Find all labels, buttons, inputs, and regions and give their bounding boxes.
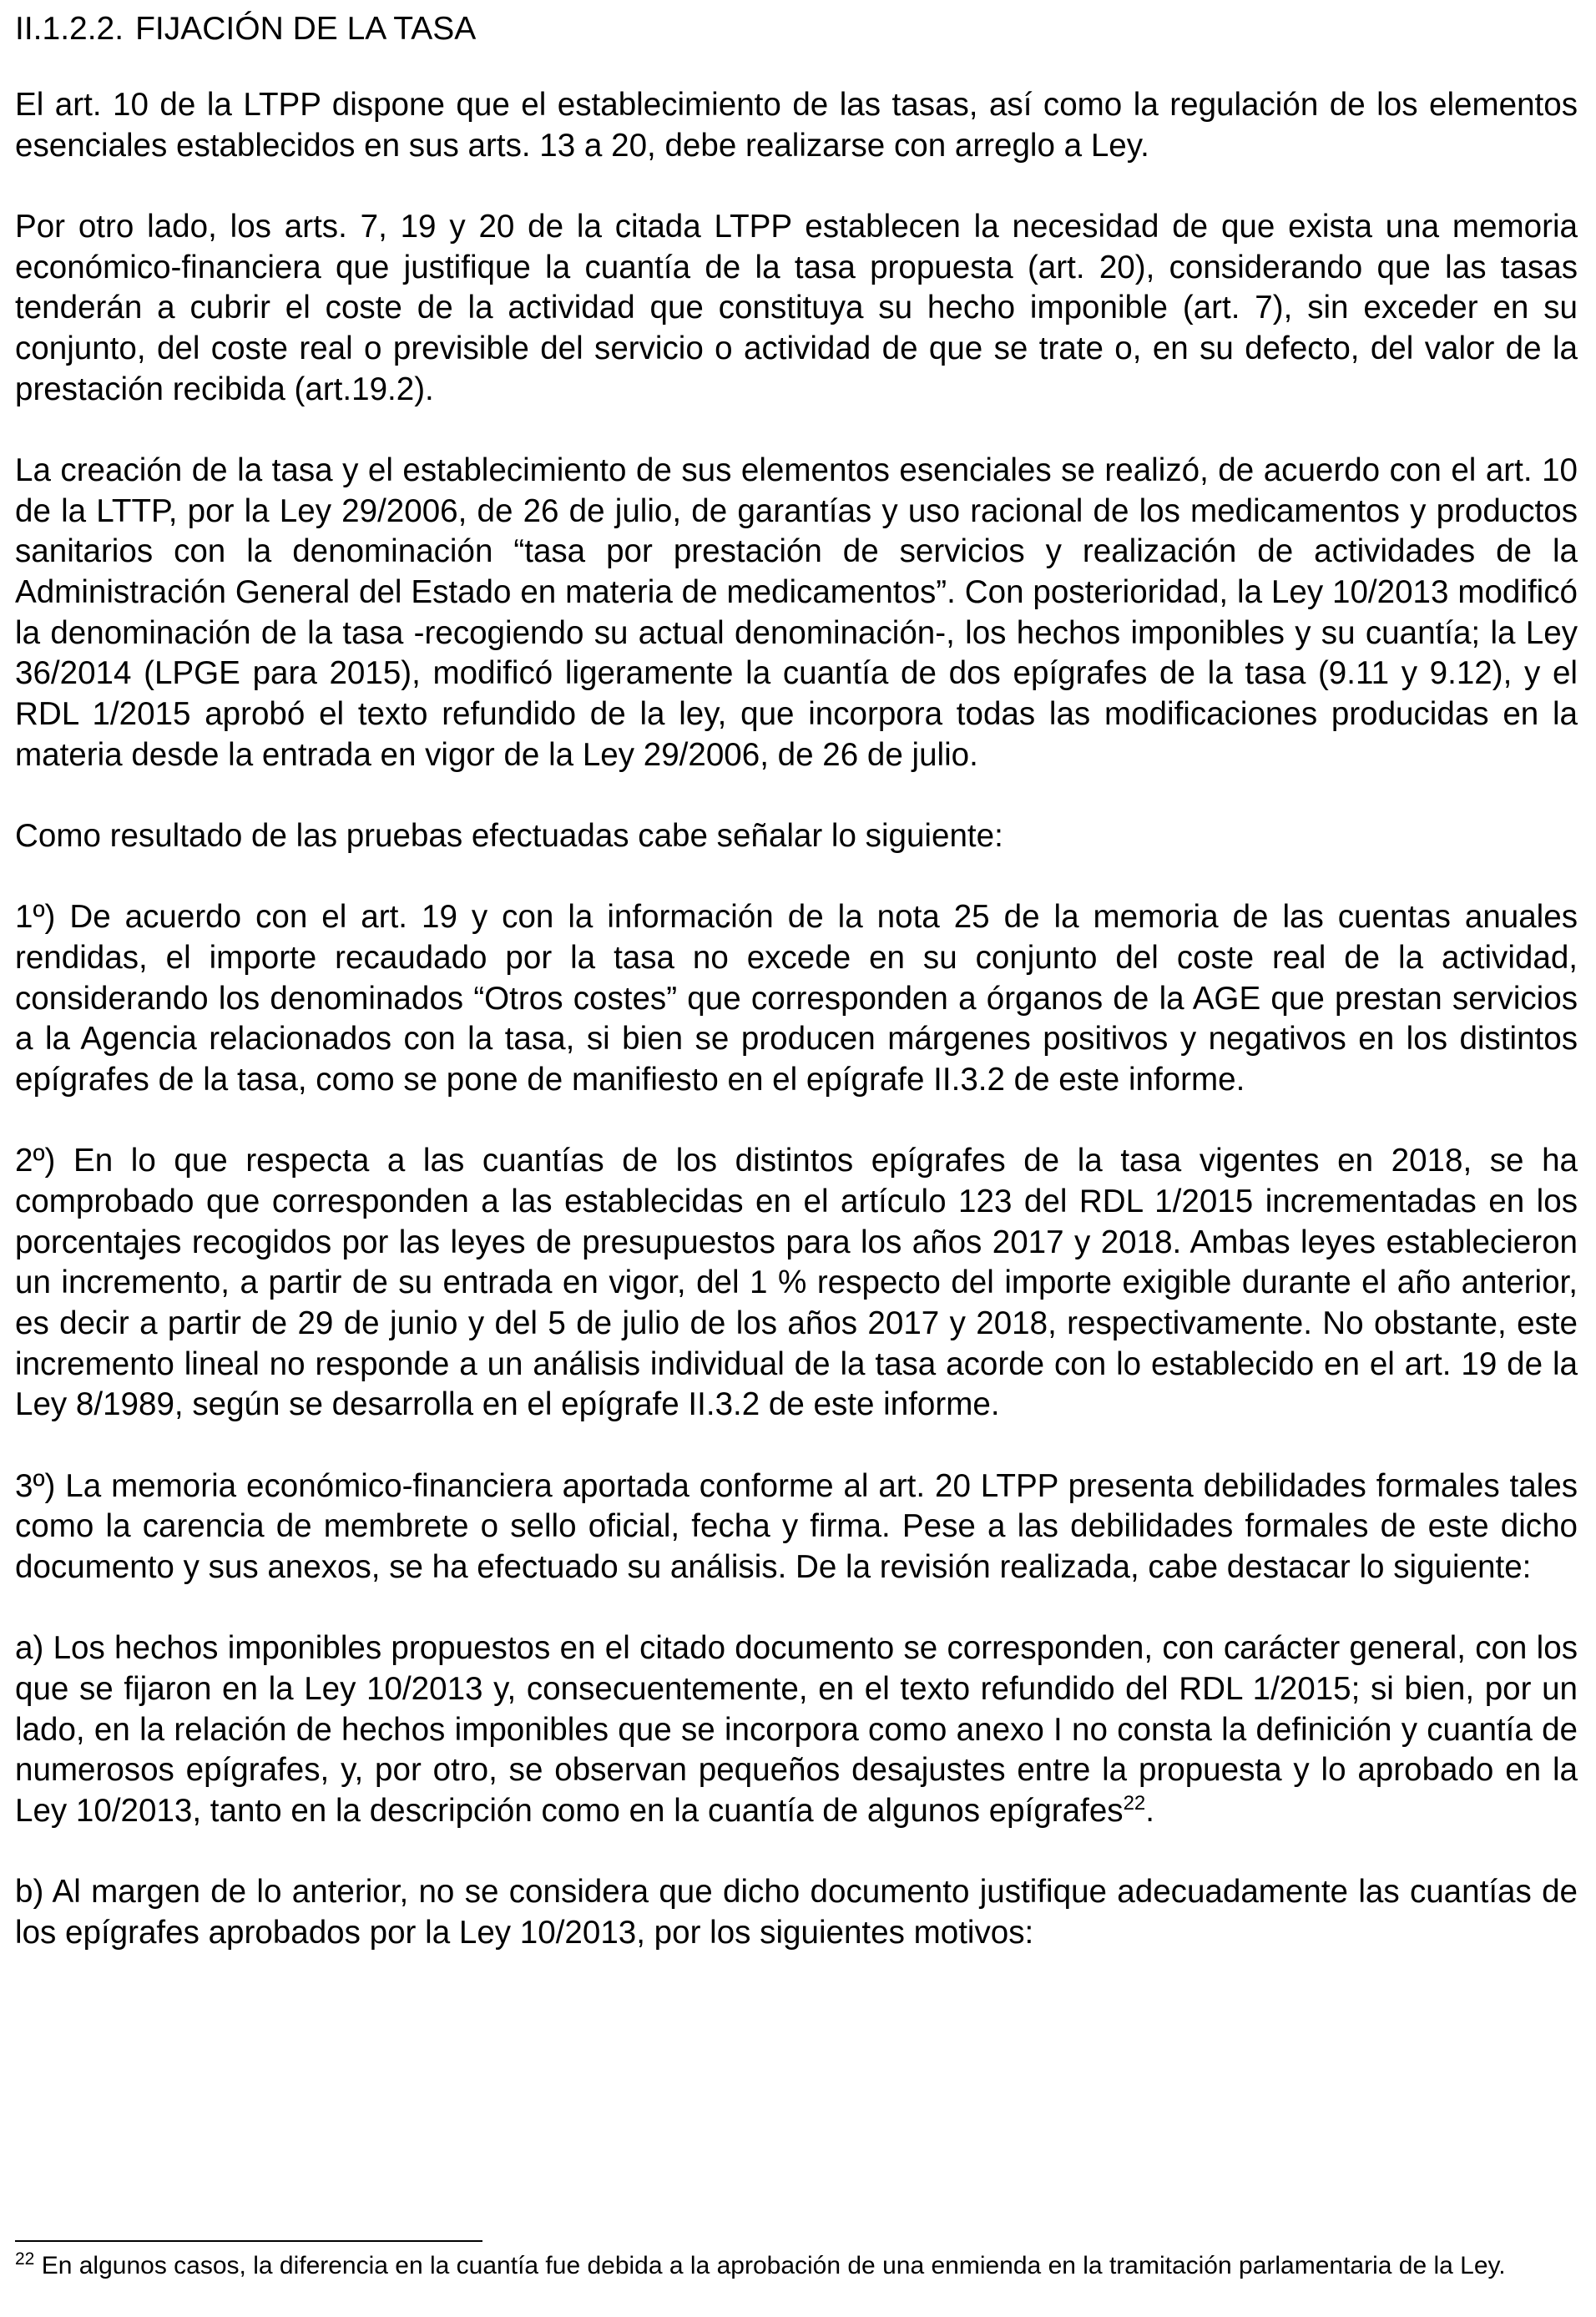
paragraph-point-1: 1º) De acuerdo con el art. 19 y con la información de la nota 25 de la memoria de las cuentas anuales rendidas, el importe recaudado por la tasa no excede en su conjunto del coste real de la actividad, considerando los denominados “Otros costes” que corresponden a órganos de la AGE que prestan servicios a la Agencia relacionados con la tasa, si bien se producen márgenes positivos y negativos en los distintos epígrafes de la tasa, como se pone de manifiesto en el epígrafe II.3.2 de este informe. bbox=[15, 899, 1578, 1098]
paragraph-creation-history: La creación de la tasa y el establecimiento de sus elementos esenciales se realizó, de acuerdo con el art. 10 de la LTTP, por la Ley 29/2006, de 26 de julio, de garantías y uso racional de los medicamentos y productos sanitarios con la denominación “tasa por prestación de servicios y realización de actividades de la Administración General del Estado en materia de medicamentos”. Con posterioridad, la Ley 10/2013 modificó la denominación de la tasa -recogiendo su actual denominación-, los hechos imponibles y su cuantía; la Ley 36/2014 (LPGE para 2015), modificó ligeramente la cuantía de dos epígrafes de la tasa (9.11 y 9.12), y el RDL 1/2015 aprobó el texto refundido de la ley, que incorpora todas las modificaciones producidas en la materia desde la entrada en vigor de la Ley 29/2006, de 26 de julio. bbox=[15, 452, 1578, 773]
section-title: FIJACIÓN DE LA TASA bbox=[135, 11, 477, 47]
paragraph-point-a-text: a) Los hechos imponibles propuestos en el citado documento se corresponden, con carácter general, con los que se fijaron en la Ley 10/2013 y, consecuentemente, en el texto refundido del RDL 1/2015; si bien, por un lado, en la relación de hechos imponibles que se incorpora como anexo I no consta la definición y cuantía de numerosos epígrafes, y, por otro, se observan pequeños desajustes entre la propuesta y lo aprobado en la Ley 10/2013, tanto en la descripción como en la cuantía de algunos epígrafes bbox=[15, 1630, 1578, 1830]
section-heading bbox=[15, 7, 476, 52]
paragraph-memoria-requirement: Por otro lado, los arts. 7, 19 y 20 de la citada LTPP establecen la necesidad de que exista una memoria económico-financiera que justifique la cuantía de la tasa propuesta (art. 20), considerando que las tasas tenderán a cubrir el coste de la actividad que constituya su hecho imponible (art. 7), sin exceder en su conjunto, del coste real o previsible del servicio o actividad de que se trate o, en su defecto, del valor de la prestación recibida (art.19.2). bbox=[15, 208, 1578, 407]
paragraph-point-3: 3º) La memoria económico-financiera aportada conforme al art. 20 LTPP presenta debilidades formales tales como la carencia de membrete o sello oficial, fecha y firma. Pese a las debilidades formales de este dicho documento y sus anexos, se ha efectuado su análisis. De la revisión realizada, cabe destacar lo siguiente: bbox=[15, 1467, 1578, 1586]
section-number: II.1.2.2. bbox=[15, 11, 124, 47]
footnote bbox=[15, 2250, 1576, 2282]
footnote-separator bbox=[15, 2240, 482, 2242]
footnote-text: En algunos casos, la diferencia en la cuantía fue debida a la aprobación de una enmienda en la tramitación parlamentaria de la Ley. bbox=[41, 2252, 1506, 2279]
body-text bbox=[15, 85, 1578, 1994]
footnote-reference[interactable]: 22 bbox=[1123, 1792, 1146, 1815]
paragraph-point-a-end: . bbox=[1145, 1793, 1154, 1830]
paragraph-art-10: El art. 10 de la LTPP dispone que el establecimiento de las tasas, así como la regulación de los elementos esenciales establecidos en sus arts. 13 a 20, debe realizarse con arreglo a Ley. bbox=[15, 87, 1578, 164]
paragraph-point-b: b) Al margen de lo anterior, no se considera que dicho documento justifique adecuadamente las cuantías de los epígrafes aprobados por la Ley 10/2013, por los siguientes motivos: bbox=[15, 1874, 1578, 1951]
footnote-number: 22 bbox=[15, 2249, 35, 2269]
paragraph-point-a bbox=[15, 1628, 1578, 1832]
paragraph-point-2: 2º) En lo que respecta a las cuantías de los distintos epígrafes de la tasa vigentes en 2018, se ha comprobado que corresponden a las establecidas en el artículo 123 del RDL 1/2015 incrementadas en los porcentajes recogidos por las leyes de presupuestos para los años 2017 y 2018. Ambas leyes establecieron un incremento, a partir de su entrada en vigor, del 1 % respecto del importe exigible durante el año anterior, es decir a partir de 29 de junio y del 5 de julio de los años 2017 y 2018, respectivamente. No obstante, este incremento lineal no responde a un análisis individual de la tasa acorde con lo establecido en el art. 19 de la Ley 8/1989, según se desarrolla en el epígrafe II.3.2 de este informe. bbox=[15, 1143, 1578, 1423]
paragraph-results-intro: Como resultado de las pruebas efectuadas cabe señalar lo siguiente: bbox=[15, 818, 1003, 855]
